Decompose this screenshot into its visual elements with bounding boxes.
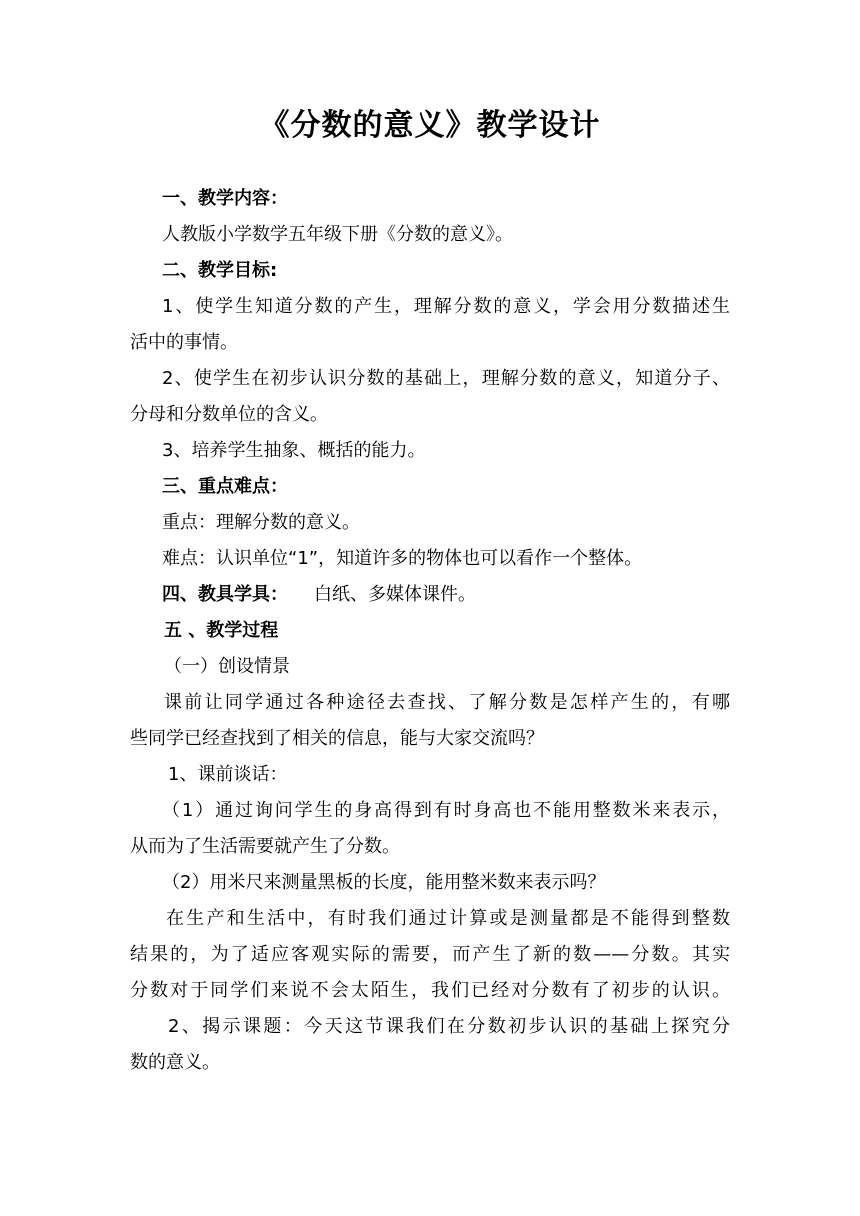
paragraph-line: （2）用米尺来测量黑板的长度，能用整米数来表示吗？ <box>162 872 606 893</box>
paragraph-line: 分数对于同学们来说不会太陌生，我们已经对分数有了初步的认识。 <box>130 980 730 1001</box>
paragraph-line: 3、培养学生抽象、概括的能力。 <box>162 440 426 461</box>
paragraph-line: 1、课前谈话： <box>168 764 288 785</box>
paragraph-line: 从而为了生活需要就产生了分数。 <box>130 836 400 857</box>
paragraph-line: （1）通过询问学生的身高得到有时身高也不能用整数米来表示， <box>162 800 730 821</box>
paragraph-line: 些同学已经查找到了相关的信息，能与大家交流吗？ <box>130 728 544 749</box>
paragraph-line: 在生产和生活中，有时我们通过计算或是测量都是不能得到整数 <box>166 908 730 929</box>
document-title: 《分数的意义》教学设计 <box>259 108 601 143</box>
section-heading-goals: 二、教学目标: <box>162 260 278 281</box>
paragraph-line: 活中的事情。 <box>130 332 238 353</box>
subsection-heading: （一）创设情景 <box>164 656 290 677</box>
paragraph-line: 白纸、多媒体课件。 <box>314 584 476 605</box>
paragraph-line: 结果的，为了适应客观实际的需要，而产生了新的数——分数。其实 <box>130 944 730 965</box>
paragraph-line: 重点：理解分数的意义。 <box>162 512 360 533</box>
paragraph-line: 人教版小学数学五年级下册《分数的意义》。 <box>162 224 513 245</box>
section-heading-process: 五 、教学过程 <box>164 620 279 641</box>
paragraph-line: 分母和分数单位的含义。 <box>130 404 328 425</box>
paragraph-line: 2、揭示课题：今天这节课我们在分数初步认识的基础上探究分 <box>168 1016 730 1037</box>
paragraph-line: 难点：认识单位“1”，知道许多的物体也可以看作一个整体。 <box>162 548 643 569</box>
section-heading-key-points: 三、重点难点： <box>162 476 288 497</box>
section-heading-content: 一、教学内容： <box>162 188 288 209</box>
paragraph-line: 2、使学生在初步认识分数的基础上，理解分数的意义，知道分子、 <box>162 368 730 389</box>
paragraph-line: 1、使学生知道分数的产生，理解分数的意义，学会用分数描述生 <box>162 296 730 317</box>
section-heading-materials: 四、教具学具： <box>162 584 288 605</box>
paragraph-line: 数的意义。 <box>130 1052 220 1073</box>
paragraph-line: 课前让同学通过各种途径去查找、了解分数是怎样产生的，有哪 <box>164 692 730 713</box>
